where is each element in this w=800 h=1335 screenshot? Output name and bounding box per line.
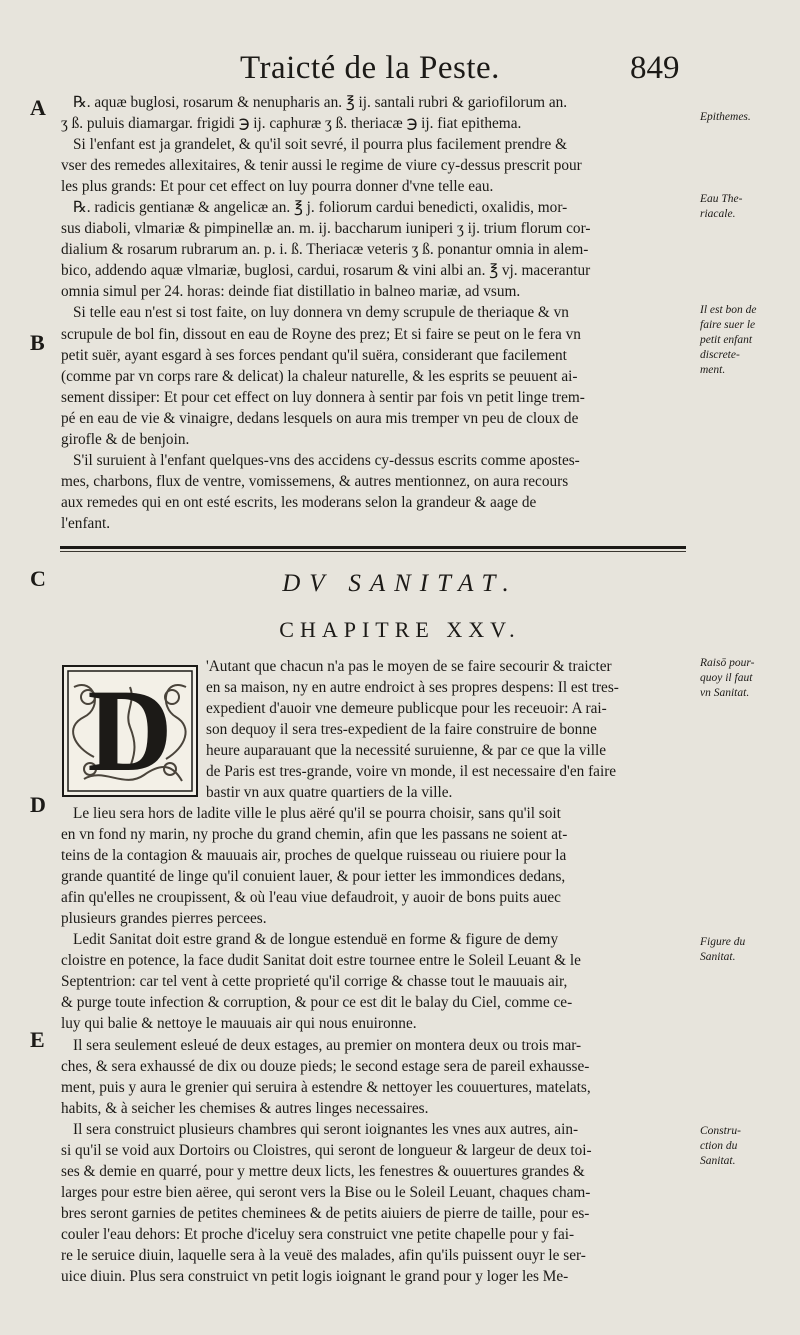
text-line: & purge toute infection & corruption, & pour ce est dit le balay du Ciel, comme ce- (61, 994, 573, 1012)
text-line: ches, & sera exhaussé de dix ou douze pieds; le second estage sera de pareil exhausse- (61, 1057, 590, 1075)
margin-note-bon (700, 303, 796, 378)
margin-note-line: Sanitat. (700, 1155, 736, 1167)
text-line: expedient d'auoir vne demeure publicque pour les receuoir: A rai- (206, 700, 607, 718)
margin-note-line: ction du (700, 1140, 738, 1152)
text-line: les plus grands: Et pour cet effect on luy pourra donner d'vne telle eau. (61, 178, 494, 196)
text-line: si qu'il se void aux Dortoirs ou Cloistres, qui seront de longueur & largeur de deux toi- (61, 1141, 592, 1159)
running-title: Traicté de la Peste. (240, 50, 500, 86)
margin-note-line: Raisō pour- (700, 657, 755, 669)
section-letter-b: B (30, 330, 45, 355)
text-line: ses & demie en quarré, pour y mettre deux licts, les fenestres & ouuertures grandes & (61, 1162, 585, 1180)
text-line: luy qui balie & nettoye le mauuais air qui nous enuironne. (61, 1015, 417, 1033)
text-line: en sa maison, ny en autre endroict à ses propres despens: Il est tres- (206, 679, 619, 697)
text-line: Ledit Sanitat doit estre grand & de longue estenduë en forme & figure de demy (73, 931, 559, 949)
text-line: Si l'enfant est ja grandelet, & qu'il soit sevré, il pourra plus facilement prendre & (73, 136, 568, 154)
ornamental-initial (62, 665, 198, 797)
text-line: Si telle eau n'est si tost faite, on luy donnera vn demy scrupule de theriaque & vn (73, 304, 569, 322)
text-line: ℞. aquæ buglosi, rosarum & nenupharis an. ℥ ij. santali rubri & gariofilorum an. (73, 94, 568, 111)
section-letter-a: A (30, 95, 46, 120)
margin-note-line: vn Sanitat. (700, 687, 750, 699)
section-title: DV SANITAT. (282, 570, 518, 597)
text-line: Septentrion: car tel vent à cette proprieté qu'il corrige & chasse tout le mauuais air, (61, 973, 568, 991)
margin-note-line: Constru- (700, 1125, 741, 1137)
text-line: bastir vn aux quatre quartiers de la ville. (206, 784, 453, 802)
chapter-title: CHAPITRE XXV. (279, 617, 521, 642)
text-line: larges pour estre bien aëree, qui seront vers la Bise ou le Soleil Leuant, chaques cham- (61, 1183, 591, 1201)
margin-note-line: Sanitat. (700, 951, 736, 963)
margin-note-line: discrete- (700, 349, 740, 361)
text-line: en vn fond ny marin, ny proche du grand chemin, afin que les passans ne soient at- (61, 826, 568, 844)
text-line: Il sera seulement esleué de deux estages, au premier on montera deux ou trois mar- (73, 1036, 582, 1054)
section-divider-thin (60, 551, 686, 552)
margin-note-line: Eau The- (700, 193, 743, 205)
margin-note-line: Epithemes. (700, 111, 751, 123)
text-line: afin qu'elles ne croupissent, & où l'eau viue defaudroit, y auoir de bons puits auec (61, 889, 561, 907)
text-line: omnia simul per 24. horas: deinde fiat distillatio in balneo mariæ, ad vsum. (61, 283, 521, 301)
text-line: teins de la contagion & mauuais air, proches de quelque ruisseau ou riuiere pour la (61, 847, 567, 865)
text-line: ℞. radicis gentianæ & angelicæ an. ℥ j. foliorum cardui benedicti, oxalidis, mor- (73, 199, 568, 217)
chapter-intro (206, 656, 696, 803)
text-line: son dequoy il sera tres-expedient de la faire construire de bonne (206, 721, 597, 739)
section-letter-c: C (30, 566, 46, 591)
section-letter-e: E (30, 1027, 45, 1052)
text-line: sus diaboli, vlmariæ & pimpinellæ an. m. ij. baccharum iuniperi ʒ ij. trium florum cor- (61, 220, 591, 238)
text-line: 'Autant que chacun n'a pas le moyen de se faire secourir & traicter (206, 658, 612, 675)
margin-note-raison (700, 656, 796, 701)
text-line: de Paris est tres-grande, voire vn monde, il est necessaire d'en faire (206, 763, 617, 781)
text-line: ʒ ß. puluis diamargar. frigidi ℈ ij. caphuræ ʒ ß. theriacæ ℈ ij. fiat epithema. (61, 115, 522, 133)
dropcap-letter: D (87, 665, 173, 796)
margin-note-line: ment. (700, 364, 726, 376)
text-line: girofle & de benjoin. (61, 430, 190, 448)
text-line: mes, charbons, flux de ventre, vomissemens, & autres mentionnez, on aura recours (61, 472, 569, 490)
text-line: S'il suruient à l'enfant quelques-vns des accidens cy-dessus escrits comme apostes- (73, 451, 580, 469)
margin-note-figure (700, 935, 796, 965)
text-line: sement dissiper: Et pour cet effect on luy donnera à sentir par fois vn petit linge trem- (61, 388, 585, 406)
text-line: re le seruice diuin, laquelle sera à la veuë des malades, afin qu'ils puissent ouyr le ser- (61, 1246, 586, 1264)
margin-note-line: petit enfant (700, 334, 753, 346)
margin-note-line: Figure du (700, 936, 746, 948)
margin-note-line: riacale. (700, 208, 736, 220)
text-line: petit suër, ayant esgard à ses forces pendant qu'il suëra, considerant que facilement (61, 346, 567, 364)
margin-note-line: Il est bon de (700, 304, 757, 316)
margin-note-line: faire suer le (700, 319, 756, 331)
text-line: bres seront garnies de petites cheminees & de petits aiuiers de pierre de taille, pour es- (61, 1204, 590, 1222)
text-line: pé en eau de vie & vinaigre, dedans lesquels on aura mis tremper vn peu de cloux de (61, 409, 579, 427)
section-letter-d: D (30, 792, 46, 817)
margin-note-construction (700, 1124, 796, 1169)
margin-note-eau (700, 192, 796, 222)
margin-note-line: quoy il faut (700, 672, 753, 684)
page-header (0, 48, 800, 94)
text-line: uice diuin. Plus sera construict vn petit logis ioignant le grand pour y loger les Me- (61, 1268, 569, 1286)
text-line: Le lieu sera hors de ladite ville le plus aëré qu'il se pourra choisir, sans qu'il soit (73, 805, 561, 822)
chapter-body (61, 803, 694, 1287)
text-line: Il sera construict plusieurs chambres qui seront ioignantes les vnes aux autres, ain- (73, 1120, 579, 1138)
text-line: couler l'eau dehors: Et proche d'iceluy sera construict vne petite chapelle pour y fai- (61, 1225, 575, 1243)
text-line: aux remedes qui en ont esté escrits, les moderans selon la grandeur & aage de (61, 493, 537, 511)
text-line: vser des remedes allexitaires, & tenir aussi le regime de viure cy-dessus prescrit pour (61, 157, 582, 175)
text-line: (comme par vn corps rare & delicat) la chaleur naturelle, & les esprits se peuuent ai- (61, 367, 578, 385)
section-divider (60, 546, 686, 549)
margin-note-epithemes (700, 110, 796, 125)
text-line: l'enfant. (61, 514, 111, 532)
text-line: habits, & à seicher les chemises & autres linges necessaires. (61, 1099, 429, 1117)
text-line: scrupule de bol fin, dissout en eau de Royne des prez; Et si faire se peut on le fera vn (61, 325, 581, 343)
top-text-block (61, 92, 694, 534)
text-line: heure auparauant que la necessité suruienne, & par ce que la ville (206, 742, 607, 760)
text-line: plusieurs grandes pierres percees. (61, 910, 267, 928)
text-line: dialium & rosarum rubrarum an. p. i. ß. Theriacæ veteris ʒ ß. ponantur omnia in alem- (61, 241, 589, 259)
text-line: grande quantité de linge qu'il conuient lauer, & pour ietter les immondices dedans, (61, 868, 566, 886)
page-number: 849 (630, 50, 680, 86)
text-line: cloistre en potence, la face dudit Sanitat doit estre tournee entre le Soleil Leuant & le (61, 952, 581, 970)
text-line: bico, addendo aquæ vlmariæ, buglosi, cardui, rosarum & vini albi an. ℥ vj. macerantur (61, 262, 591, 280)
text-line: ment, puis y aura le grenier qui seruira à estendre & nettoyer les couuertures, matelats, (61, 1078, 591, 1096)
